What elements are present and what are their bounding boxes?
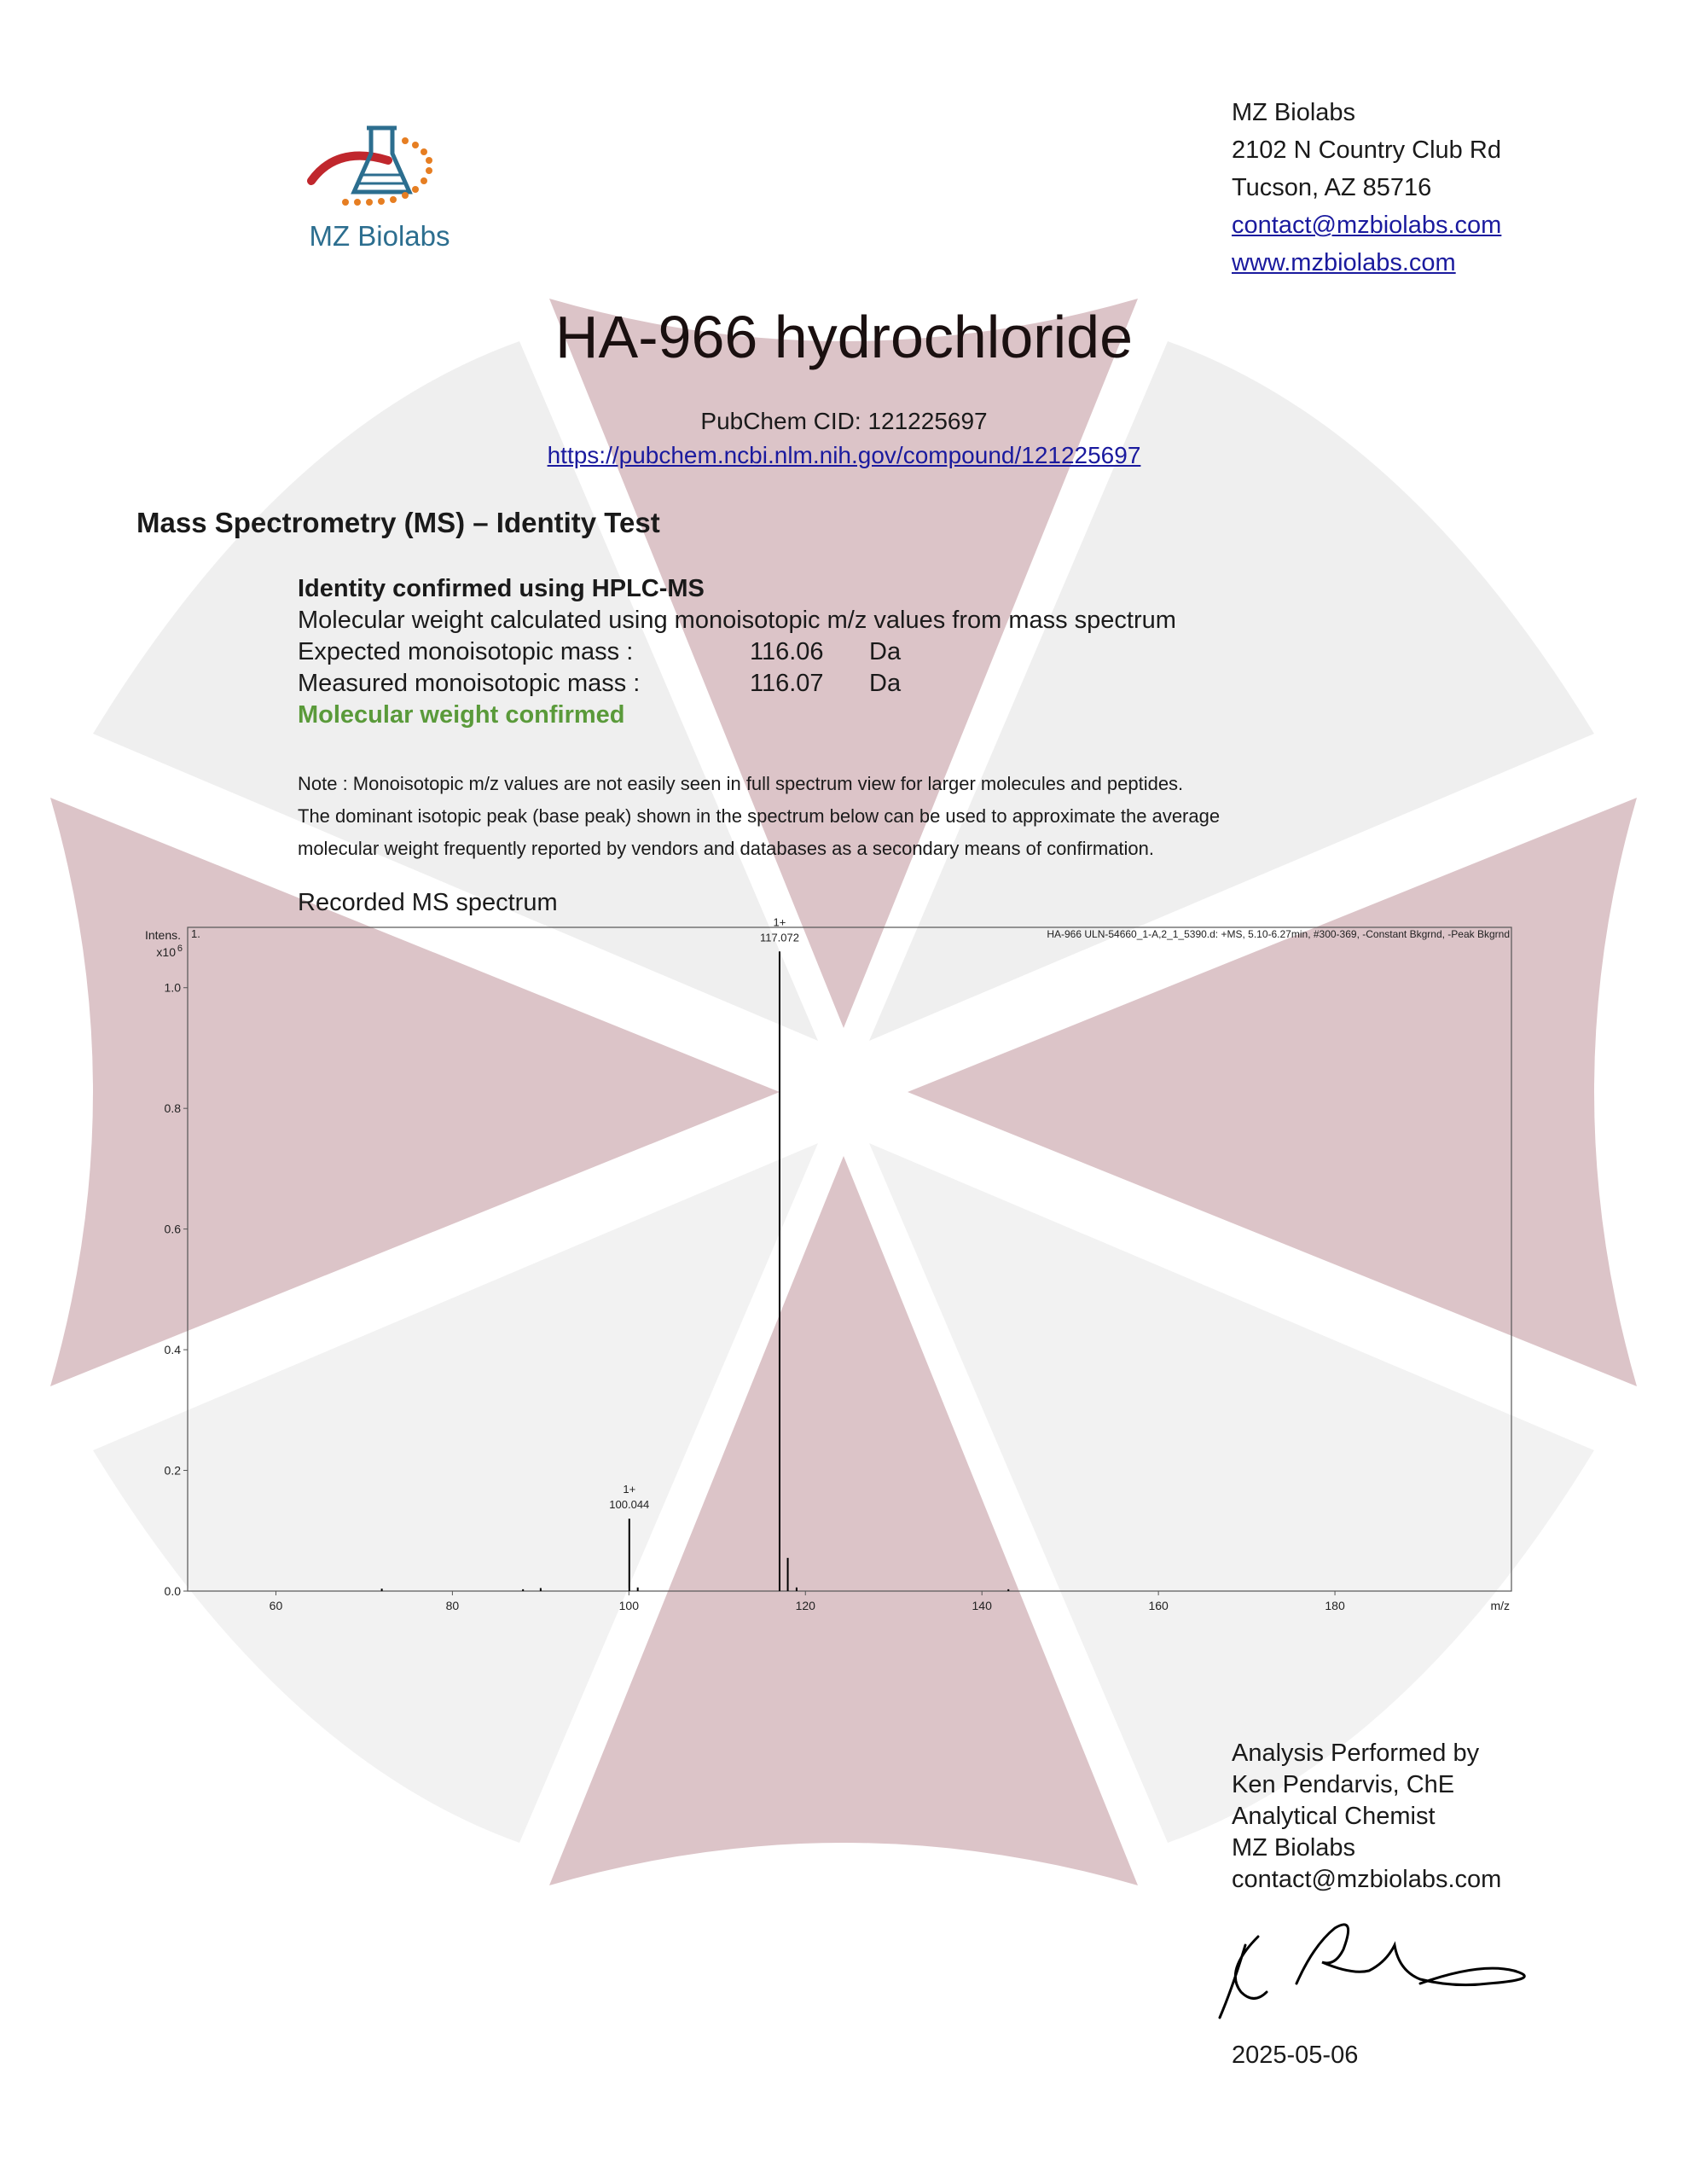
x-tick-label: 180 [1325, 1599, 1345, 1612]
y-axis-scale: x10 [156, 945, 176, 959]
lab-name: MZ Biolabs [1232, 99, 1356, 126]
spectrum-label: Recorded MS spectrum [298, 889, 558, 916]
company-logo [286, 111, 473, 260]
website-link[interactable]: www.mzbiolabs.com [1232, 249, 1456, 276]
analyst-org: MZ Biolabs [1232, 1834, 1356, 1862]
email-link[interactable]: contact@mzbiolabs.com [1232, 212, 1502, 239]
flask-logo-icon [286, 111, 473, 218]
signature-image [1207, 1911, 1548, 2030]
address-line-2: Tucson, AZ 85716 [1232, 174, 1432, 201]
peak-mz-label: 117.072 [759, 931, 799, 944]
note-line-1: Note : Monoisotopic m/z values are not easily seen in full spectrum view for larger molecules and peptides. [298, 773, 1184, 794]
signature-date: 2025-05-06 [1232, 2042, 1359, 2069]
identity-heading: Identity confirmed using HPLC-MS [298, 575, 705, 602]
expected-mass-unit: Da [869, 638, 902, 665]
y-axis-exponent: 6 [177, 944, 183, 954]
ms-spectrum-chart [128, 917, 1527, 1617]
y-tick-label: 0.4 [164, 1343, 181, 1357]
expected-mass-value: 116.06 [750, 638, 824, 665]
section-title: Mass Spectrometry (MS) – Identity Test [136, 507, 660, 538]
logo-text: MZ Biolabs [309, 220, 450, 252]
analysis-line-1: Analysis Performed by [1232, 1740, 1480, 1767]
analysis-block [1232, 1738, 1501, 1896]
analyst-email: contact@mzbiolabs.com [1232, 1866, 1502, 1893]
address-line-1: 2102 N Country Club Rd [1232, 136, 1501, 164]
note-line-3: molecular weight frequently reported by vendors and databases as a secondary means of confirmation. [298, 838, 1155, 859]
peak-charge-label: 1+ [773, 917, 786, 929]
result-confirmed: Molecular weight confirmed [298, 701, 625, 729]
plot-frame [188, 927, 1511, 1591]
note-block [298, 768, 1407, 865]
y-tick-label: 0.2 [164, 1463, 181, 1478]
measured-mass-label: Measured monoisotopic mass : [298, 670, 641, 697]
y-tick-label: 0.6 [164, 1222, 181, 1236]
pubchem-link[interactable]: https://pubchem.ncbi.nlm.nih.gov/compound/121225697 [547, 442, 1141, 468]
identity-block [298, 573, 1176, 731]
y-axis-label: Intens. [144, 928, 181, 942]
x-tick-label: 140 [972, 1599, 992, 1612]
peak-charge-label: 1+ [623, 1483, 636, 1496]
measured-mass-unit: Da [869, 670, 902, 697]
compound-title: HA-966 hydrochloride [554, 304, 1134, 370]
chart-title: HA-966 ULN-54660_1-A,2_1_5390.d: +MS, 5.10-6.27min, #300-369, -Constant Bkgrnd, -Peak Bkgrnd [1047, 928, 1510, 940]
note-line-2: The dominant isotopic peak (base peak) shown in the spectrum below can be used to approximate the average [298, 805, 1221, 827]
peak-mz-label: 100.044 [609, 1498, 650, 1512]
spectrum-svg [128, 917, 1527, 1617]
pubchem-cid: PubChem CID: 121225697 [700, 408, 988, 434]
x-axis-label: m/z [1490, 1599, 1510, 1612]
x-tick-label: 120 [795, 1599, 815, 1612]
measured-mass-value: 116.07 [750, 670, 824, 697]
y-tick-label: 1.0 [164, 980, 181, 995]
analyst-title: Analytical Chemist [1232, 1803, 1436, 1830]
address-block [1232, 94, 1501, 282]
x-tick-label: 60 [269, 1599, 283, 1612]
x-tick-label: 100 [618, 1599, 640, 1612]
expected-mass-label: Expected monoisotopic mass : [298, 638, 634, 665]
x-tick-label: 80 [445, 1599, 460, 1612]
y-tick-label: 0.8 [164, 1101, 181, 1116]
expected-mass-row [298, 636, 1176, 668]
x-tick-label: 160 [1148, 1599, 1169, 1612]
measured-mass-row [298, 668, 1176, 700]
identity-description: Molecular weight calculated using monoisotopic m/z values from mass spectrum [298, 607, 1176, 634]
analyst-name: Ken Pendarvis, ChE [1232, 1771, 1455, 1798]
panel-label: 1. [191, 927, 200, 940]
y-tick-label: 0.0 [164, 1584, 181, 1598]
